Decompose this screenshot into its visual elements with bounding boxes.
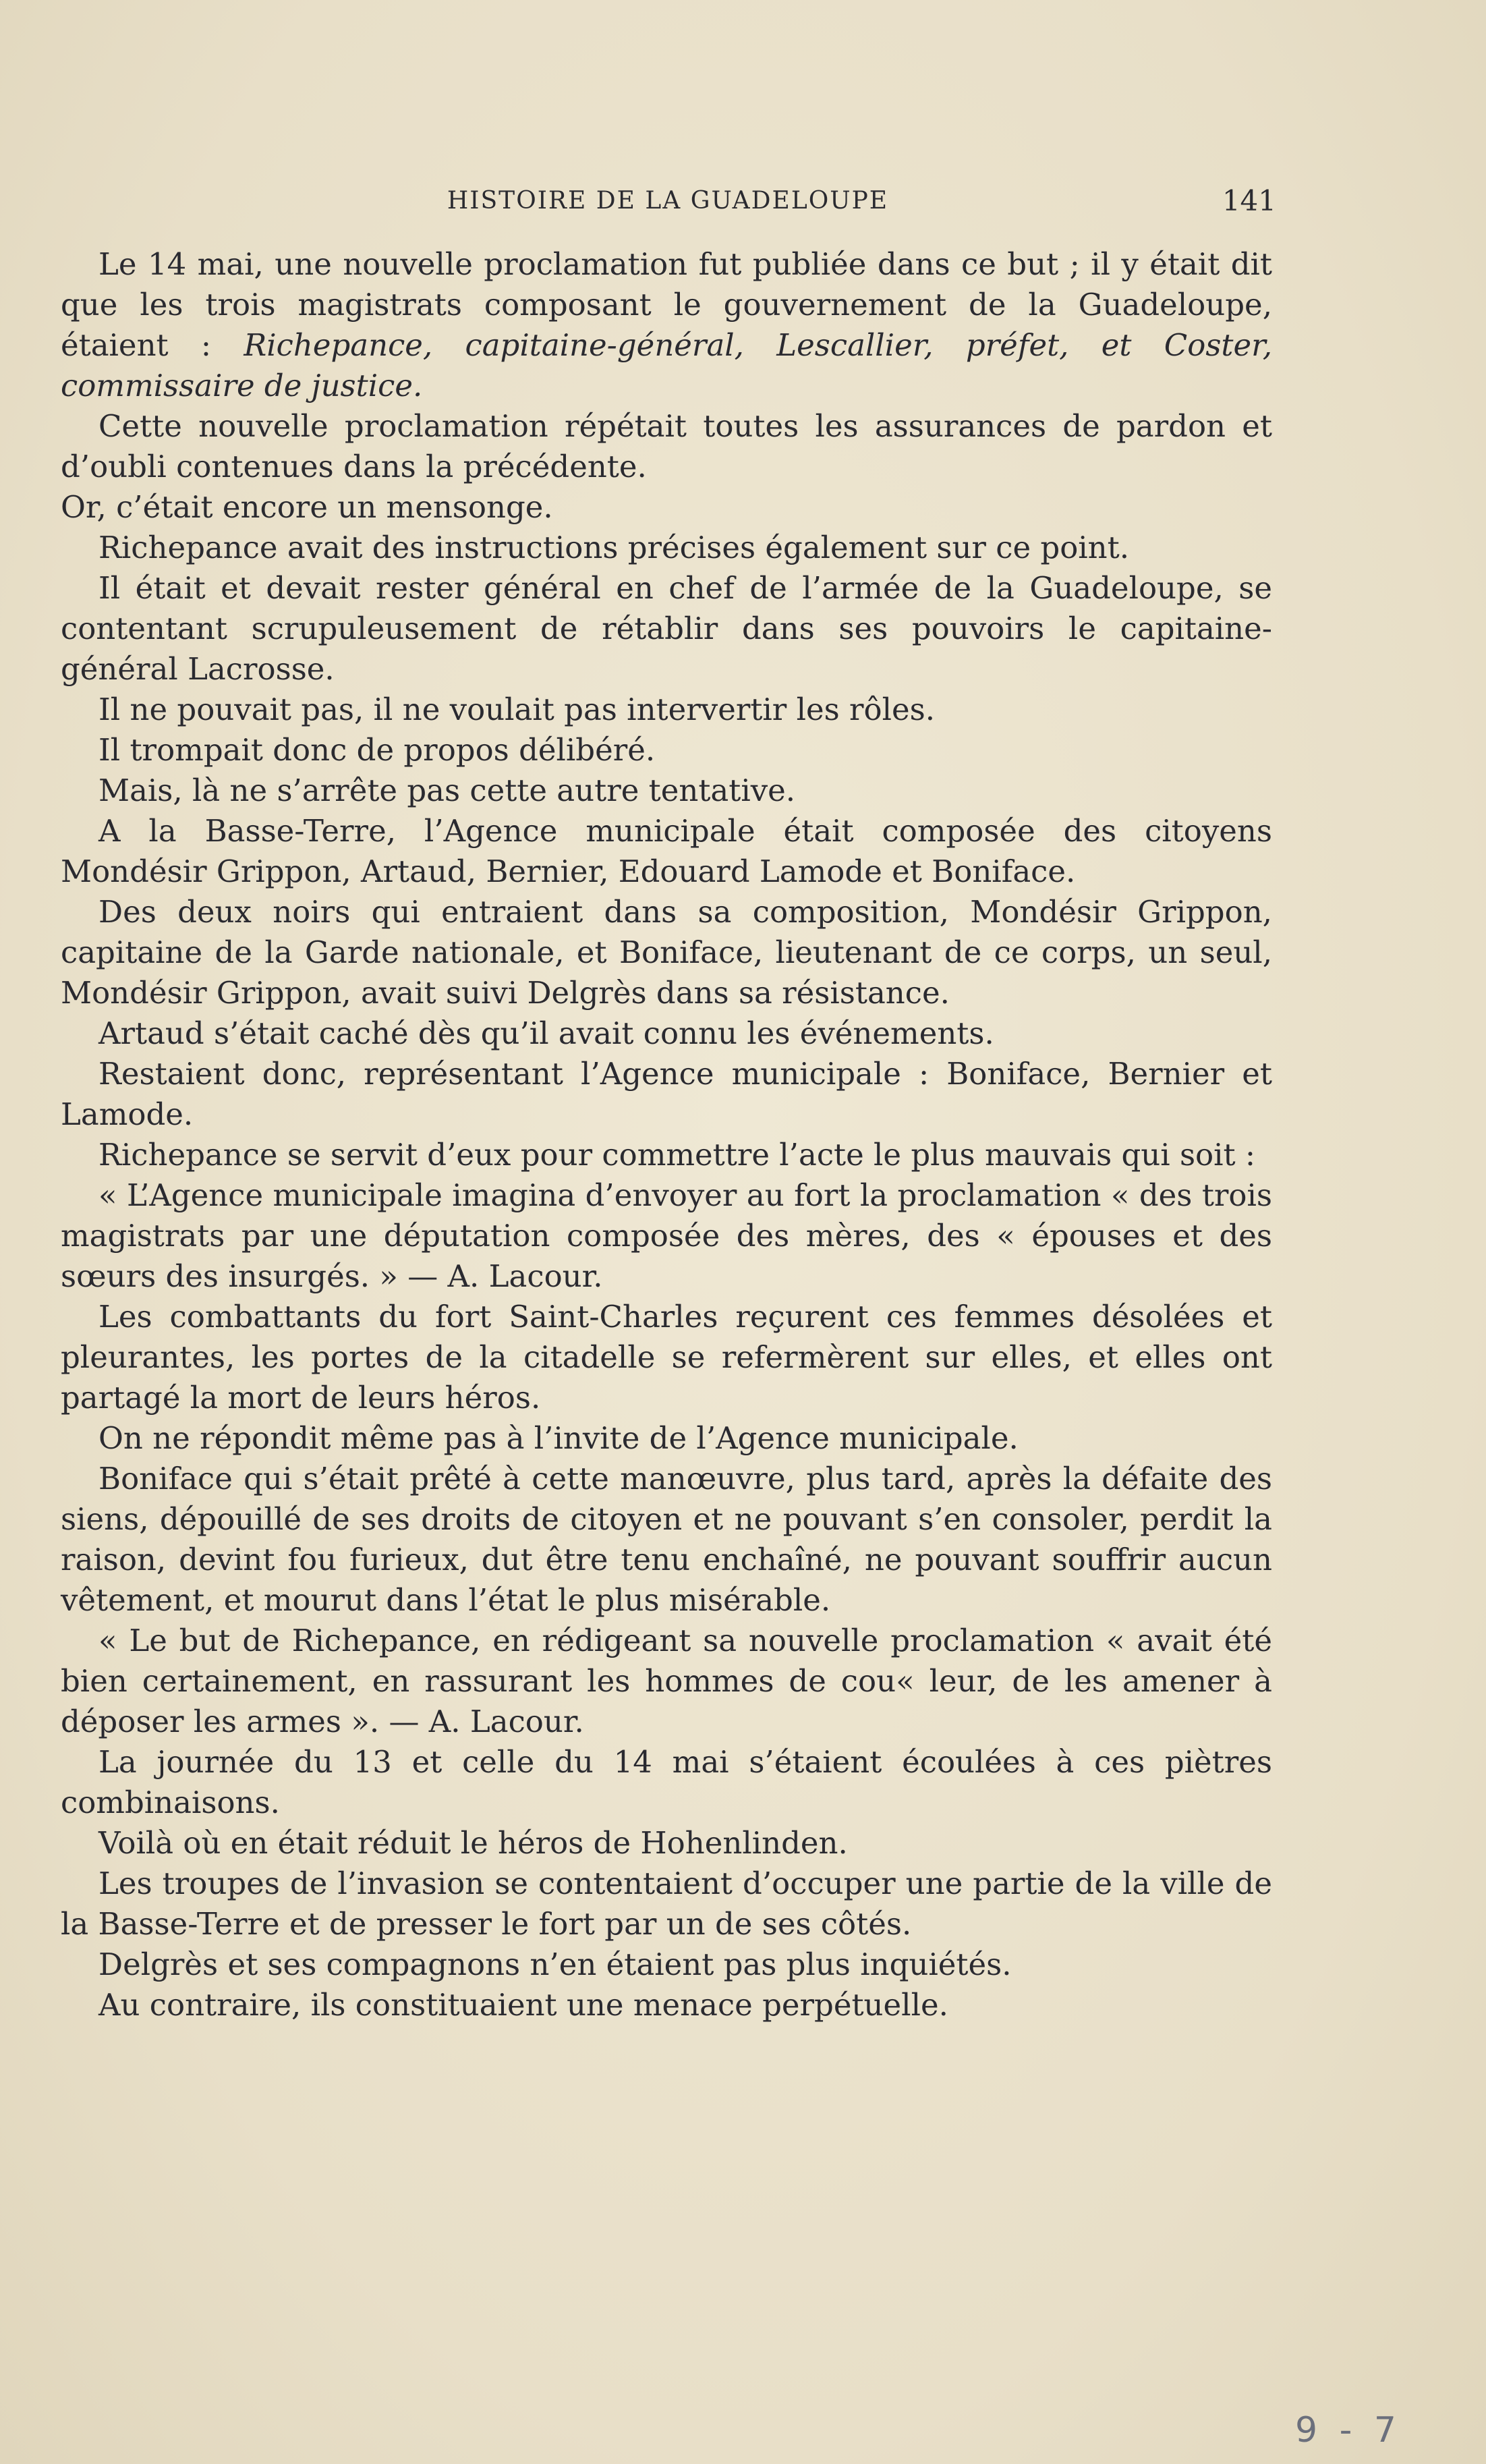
paragraph — [61, 1297, 1272, 1418]
text-run: Les combattants du fort Saint-Charles reçurent ces femmes désolées et pleurantes, les portes de la citadelle se refermèrent sur elles, et elles ont partagé la mort de leurs héros. — [61, 1299, 1272, 1416]
text-run: Les troupes de l’invasion se contentaient d’occuper une partie de la ville de la Basse-Terre et de presser le fort par un de ses côtés. — [61, 1866, 1272, 1942]
paragraph — [61, 730, 1272, 771]
paragraph — [61, 1135, 1272, 1175]
text-run: Il ne pouvait pas, il ne voulait pas intervertir les rôles. — [98, 692, 936, 727]
text-run: Le 14 mai, une nouvelle proclamation fut publiée dans ce but ; il y était dit que les trois magistrats composant le gouvernement de la Guadeloupe, étaient : — [61, 246, 1272, 363]
paragraph — [61, 1175, 1272, 1297]
text-run: Des deux noirs qui entraient dans sa composition, Mondésir Grippon, capitaine de la Garde nationale, et Boniface, lieutenant de ce corps, un seul, Mondésir Grippon, avait suivi Delgrès dans sa résistance. — [61, 894, 1272, 1011]
text-run: Mais, là ne s’arrête pas cette autre tentative. — [98, 773, 796, 808]
paragraph — [61, 1013, 1272, 1054]
text-run: Richepance se servit d’eux pour commettre l’acte le plus mauvais qui soit : — [98, 1137, 1256, 1173]
text-run: On ne répondit même pas à l’invite de l’Agence municipale. — [98, 1420, 1019, 1456]
paragraph — [61, 244, 1272, 406]
text-run: Delgrès et ses compagnons n’en étaient pas plus inquiétés. — [98, 1947, 1012, 1982]
paragraph — [61, 690, 1272, 730]
paragraph — [61, 892, 1272, 1013]
paragraph — [61, 1621, 1272, 1742]
paragraph — [61, 1054, 1272, 1135]
text-run: Richepance avait des instructions précises également sur ce point. — [98, 530, 1130, 565]
paragraph — [61, 1985, 1272, 2025]
text-run: A la Basse-Terre, l’Agence municipale était composée des citoyens Mondésir Grippon, Artaud, Bernier, Edouard Lamode et Boniface. — [61, 813, 1272, 889]
paragraph — [61, 811, 1272, 892]
paragraph — [61, 771, 1272, 811]
running-head — [61, 184, 1275, 219]
text-run: « L’Agence municipale imagina d’envoyer au fort la proclamation « des trois magistrats par une députation composée des mères, des « épouses et des sœurs des insurgés. » — A. Lacour. — [61, 1177, 1272, 1294]
text-run: Cette nouvelle proclamation répétait toutes les assurances de pardon et d’oubli contenues dans la précédente. — [61, 408, 1272, 484]
paragraph — [61, 406, 1272, 487]
text-run: Restaient donc, représentant l’Agence municipale : Boniface, Bernier et Lamode. — [61, 1056, 1272, 1132]
text-run: Il était et devait rester général en chef de l’armée de la Guadeloupe, se contentant scrupuleusement de rétablir dans ses pouvoirs le capitaine-général Lacrosse. — [61, 570, 1272, 687]
text-run: Artaud s’était caché dès qu’il avait connu les événements. — [98, 1015, 994, 1051]
body-text — [61, 244, 1272, 2025]
paragraph — [61, 1823, 1272, 1864]
paragraph — [61, 1459, 1272, 1621]
italic-text: Richepance, capitaine-général, Lescallier, préfet, et Coster, commissaire de justice. — [61, 327, 1272, 403]
pencil-annotation: 9 - 7 — [1295, 2410, 1402, 2451]
paragraph — [61, 1418, 1272, 1459]
paragraph — [61, 568, 1272, 690]
text-run: Voilà où en était réduit le héros de Hohenlinden. — [98, 1825, 848, 1861]
running-title: HISTOIRE DE LA GUADELOUPE — [447, 187, 889, 215]
paragraph — [61, 1742, 1272, 1823]
page-number: 141 — [1222, 184, 1276, 217]
paragraph — [61, 487, 1272, 528]
text-run: La journée du 13 et celle du 14 mai s’étaient écoulées à ces piètres combinaisons. — [61, 1744, 1272, 1820]
text-run: Il trompait donc de propos délibéré. — [98, 732, 656, 768]
text-run: Boniface qui s’était prêté à cette manœuvre, plus tard, après la défaite des siens, dépouillé de ses droits de citoyen et ne pouvant s’en consoler, perdit la raison, devint fou furieux, dut être tenu enchaîné, ne pouvant souffrir aucun vêtement, et mourut dans l’état le plus misérable. — [61, 1461, 1272, 1618]
paragraph — [61, 528, 1272, 568]
text-run: « Le but de Richepance, en rédigeant sa nouvelle proclamation « avait été bien certainement, en rassurant les hommes de cou« leur, de les amener à déposer les armes ». — A. Lacour. — [61, 1623, 1272, 1739]
text-run: Au contraire, ils constituaient une menace perpétuelle. — [98, 1987, 948, 2023]
paragraph — [61, 1864, 1272, 1944]
text-run: Or, c’était encore un mensonge. — [61, 489, 553, 525]
paragraph — [61, 1944, 1272, 1985]
